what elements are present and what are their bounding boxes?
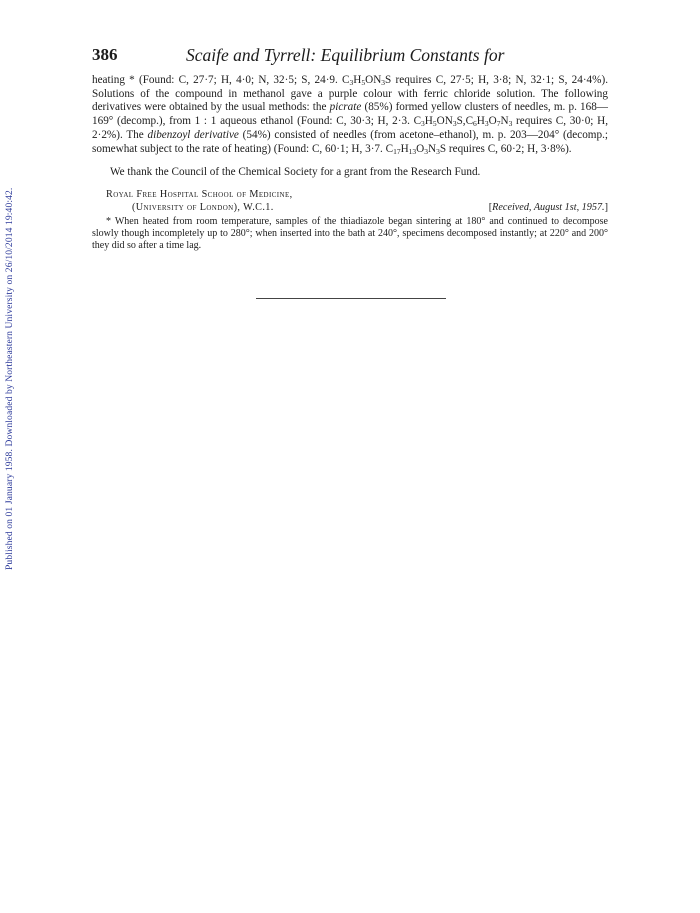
end-rule [256,298,446,299]
page-number: 386 [92,45,118,64]
affiliation-block [92,188,608,216]
dibenzoyl-term: dibenzoyl derivative [147,128,239,141]
acknowledgement: We thank the Council of the Chemical Society for a grant from the Research Fund. [110,166,481,179]
download-watermark: Published on 01 January 1958. Downloaded by Northeastern University on 26/10/2014 19:40:42. [4,187,15,570]
received-date: [Received, August 1st, 1957.] [488,201,608,213]
article-body [92,74,608,253]
picrate-term: picrate [329,101,362,114]
experimental-paragraph: heating * (Found: C, 27·7; H, 4·0; N, 32·5; S, 24·9. $C_3H_5ON_3S$ requires C, 27·5; H, 3·8; N, 32·1; S, 24·4%). Solutions of the compound in methanol gave a purple colour with ferric chloride solution. The following derivatives were obtained by the usual methods: the picrate (85%) formed yellow clusters of needles, m. p. 168—169° (decomp.), from 1 : 1 aqueous ethanol (Found: C, 30·3; H, 2·3. $C_3H_5ON_3S,C_6H_3O_7N_3$ requires C, 30·0; H, 2·2%). The dibenzoyl derivative (54%) consisted of needles (from acetone–ethanol), m. p. 203—204° (decomp.; somewhat subject to the rate of heating) (Found: C, 60·1; H, 3·7. $C_{17}H_{13}O_3N_3S$ requires C, 60·2; H, 3·8%). [92,74,608,156]
page-header [92,45,612,69]
running-title: Scaife and Tyrrell: Equilibrium Constants for [186,45,505,65]
institution-name: Royal Free Hospital School of Medicine, [106,188,293,200]
institution-address: (University of London), W.C.1. [132,201,274,213]
footnote: * When heated from room temperature, samples of the thiadiazole began sintering at 180° and continued to decompose slowly though incompletely up to 280°; when inserted into the bath at 240°, specimens decomposed instantly; at 220° and 200° they did so after a time lag. [92,215,608,252]
